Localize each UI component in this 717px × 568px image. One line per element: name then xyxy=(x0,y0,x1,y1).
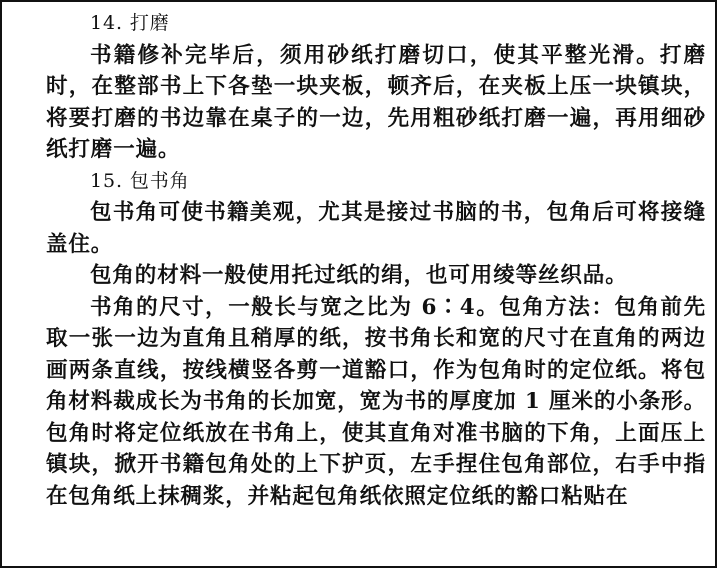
paragraph-corner-material: 包角的材料一般使用托过纸的绢，也可用绫等丝织品。 xyxy=(90,263,628,288)
section-heading-polishing: 14. 打磨 xyxy=(90,12,170,34)
paragraph-corner-purpose: 包书角可使书籍美观，尤其是接过书脑的书，包角后可将接缝盖住。 xyxy=(46,200,706,257)
section-heading-book-corners: 15. 包书角 xyxy=(90,169,190,192)
document-text xyxy=(46,8,706,512)
paragraph-corner-method: 书角的尺寸，一般长与宽之比为 6∶4。包角方法：包角前先取一张一边为直角且稍厚的纸，按书角长和宽的尺寸在直角的两边画两条直线，按线横竖各剪一道豁口，作为包角时的定位纸。将包角材料裁成长为书角的长加宽，宽为书的厚度加 1 厘米的小条形。包角时将定位纸放在书角上，使其直角对准书脑的下角，上面压上镇块，掀开书籍包角处的上下护页，左手捏住包角部位，右手中指在包角纸上抹稠浆，并粘起包角纸依照定位纸的豁口粘贴在 xyxy=(46,294,706,509)
paragraph-polishing: 书籍修补完毕后，须用砂纸打磨切口，使其平整光滑。打磨时，在整部书上下各垫一块夹板，顿齐后，在夹板上压一块镇块，将要打磨的书边靠在桌子的一边，先用粗砂纸打磨一遍，再用细砂纸打磨一遍。 xyxy=(46,42,706,162)
